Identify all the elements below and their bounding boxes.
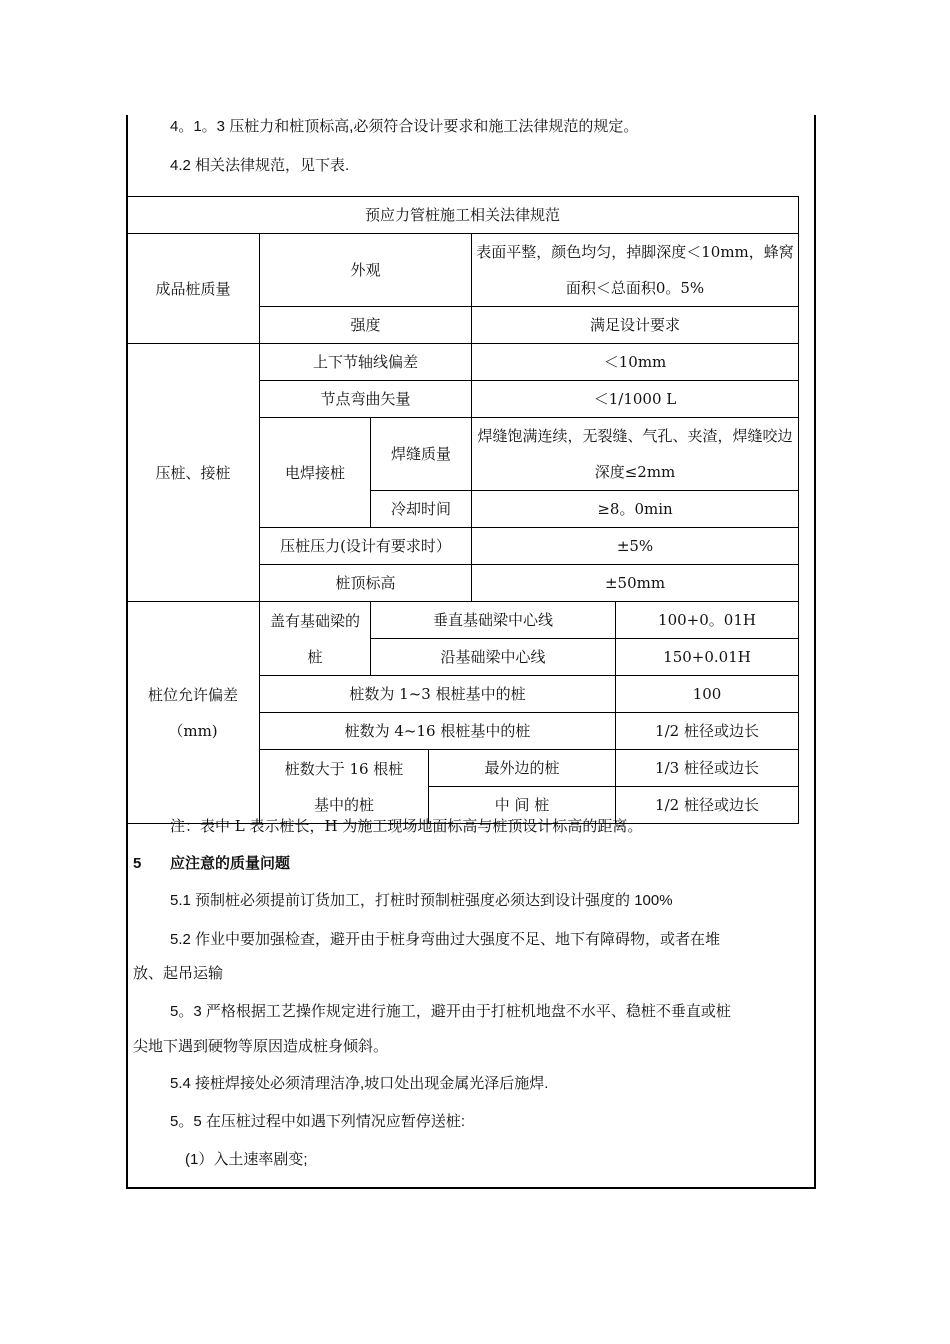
along-beam-label: 沿基础梁中心线 (371, 639, 616, 676)
count-1-3-requirement: 100 (616, 676, 799, 713)
top-elevation-requirement: ±50mm (472, 565, 799, 602)
count-4-16-requirement: 1/2 桩径或边长 (616, 713, 799, 750)
press-force-label: 压桩压力(设计有要求时） (260, 528, 472, 565)
appearance-label: 外观 (260, 234, 472, 307)
outer-pile-requirement: 1/3 桩径或边长 (616, 750, 799, 787)
clause-5-2-line1: 5.2 作业中要加强检查，避开由于桩身弯曲过大强度不足、地下有障碍物，或者在堆 (170, 931, 721, 948)
axis-deviation-requirement: ＜10mm (472, 344, 799, 381)
table-title: 预应力管桩施工相关法律规范 (127, 197, 799, 234)
perpendicular-beam-label: 垂直基础梁中心线 (371, 602, 616, 639)
press-force-requirement: ±5% (472, 528, 799, 565)
finished-pile-label: 成品桩质量 (127, 234, 260, 344)
table-note: 注：表中 L 表示桩长，H 为施工现场地面标高与桩顶设计标高的距离。 (170, 817, 643, 835)
appearance-requirement: 表面平整，颜色均匀，掉脚深度＜10mm，蜂窝面积＜总面积0。5% (472, 234, 799, 307)
perpendicular-beam-requirement: 100+0。01H (616, 602, 799, 639)
clause-5-3-line1: 5。3 严格根据工艺操作规定进行施工，避开由于打桩机地盘不水平、稳桩不垂直或桩 (170, 1003, 731, 1020)
clause-5-5-item-1: (1）入土速率剧变; (185, 1151, 308, 1168)
clause-5-3-line2: 尖地下遇到硬物等原因造成桩身倾斜。 (133, 1038, 389, 1055)
clause-4-2: 4.2 相关法律规范，见下表. (170, 157, 350, 174)
count-1-3-label: 桩数为 1~3 根桩基中的桩 (260, 676, 616, 713)
node-bend-label: 节点弯曲矢量 (260, 381, 472, 418)
position-deviation-label: 桩位允许偏差（mm) (127, 602, 260, 824)
clause-5-2-line2: 放、起吊运输 (133, 965, 224, 982)
clause-4-1-3: 4。1。3 压桩力和桩顶标高,必须符合设计要求和施工法律规范的规定。 (170, 118, 639, 135)
clause-5-5: 5。5 在压桩过程中如遇下列情况应暂停送桩: (170, 1113, 466, 1130)
beam-pile-label: 盖有基础梁的桩 (260, 602, 371, 676)
clause-5-1: 5.1 预制桩必须提前订货加工，打桩时预制桩强度必须达到设计强度的 100% (170, 892, 673, 909)
count-4-16-label: 桩数为 4~16 根桩基中的桩 (260, 713, 616, 750)
section-5-title: 应注意的质量问题 (170, 855, 291, 872)
middle-pile-requirement: 1/2 桩径或边长 (616, 787, 799, 824)
weld-joint-label: 电焊接桩 (260, 418, 371, 528)
axis-deviation-label: 上下节轴线偏差 (260, 344, 472, 381)
weld-quality-requirement: 焊缝饱满连续，无裂缝、气孔、夹渣，焊缝咬边深度≤2mm (472, 418, 799, 491)
top-elevation-label: 桩顶标高 (260, 565, 472, 602)
weld-quality-label: 焊缝质量 (371, 418, 472, 491)
count-gt16-label: 桩数大于 16 根桩基中的桩 (260, 750, 429, 824)
press-joint-label: 压桩、接桩 (127, 344, 260, 602)
spec-table (126, 196, 799, 824)
cool-time-requirement: ≥8。0min (472, 491, 799, 528)
strength-requirement: 满足设计要求 (472, 307, 799, 344)
clause-5-4: 5.4 接桩焊接处必须清理洁净,坡口处出现金属光泽后施焊. (170, 1075, 549, 1092)
along-beam-requirement: 150+0.01H (616, 639, 799, 676)
strength-label: 强度 (260, 307, 472, 344)
cool-time-label: 冷却时间 (371, 491, 472, 528)
section-5-number: 5 (133, 855, 142, 872)
node-bend-requirement: ＜1/1000 L (472, 381, 799, 418)
outer-pile-label: 最外边的桩 (429, 750, 616, 787)
middle-pile-label: 中 间 桩 (429, 787, 616, 824)
